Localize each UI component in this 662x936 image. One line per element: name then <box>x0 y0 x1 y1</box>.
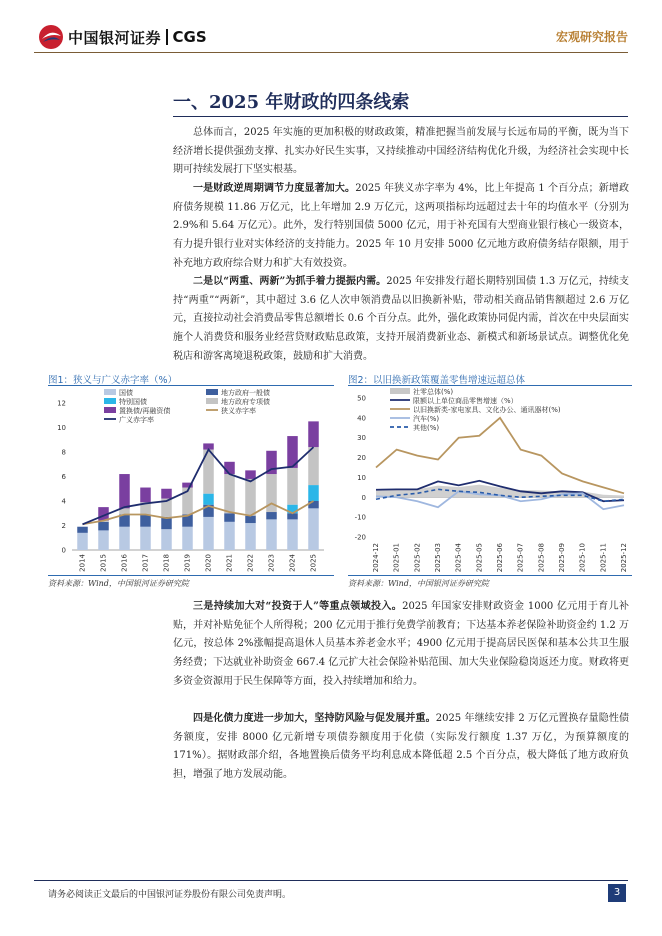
paragraph-body: 2025 年国家安排财政资金 1000 亿元用于育儿补贴，并对补贴免征个人所得税；200 亿元用于推行免费学前教育；下达基本养老保险补助资金约 1.2 万亿元，按总体 2%涨幅提高退休人员基本养老金水平；4900 亿元用于提高居民医保和基本公共卫生服务经费；下达就业补助资金 667.4 亿元扩大社会保险补贴范围、加大失业保险稳岗返还力度。财政将更多资金资源用于民生保障等方面，投入持续增加和给力。 <box>173 601 629 687</box>
x-tick-label: 2024 <box>288 554 297 572</box>
x-tick-label: 2021 <box>225 554 234 572</box>
cgs-logo-icon <box>38 24 64 50</box>
y-tick-label: 4 <box>61 497 66 506</box>
legend-label: 以旧换新类-家电家具、文化办公、通讯器材(%) <box>413 406 561 414</box>
legend-label: 特别国债 <box>119 398 147 406</box>
paragraph-lead: 四是化债力度进一步加大，坚持防风险与促发展并重。 <box>193 713 436 724</box>
bar-segment <box>203 517 214 550</box>
bar-segment <box>182 527 193 550</box>
x-tick-label: 2017 <box>141 554 150 572</box>
y-tick-label: 12 <box>57 399 66 408</box>
series-line <box>83 447 314 524</box>
legend-label: 其他(%) <box>413 424 440 432</box>
section-title: 一、2025 年财政的四条线索 <box>173 92 410 113</box>
paragraph-3 <box>173 273 629 367</box>
bar-segment <box>140 527 151 550</box>
logo-en-text: CGS <box>172 28 207 46</box>
logo-cn-text: 中国银河证券 <box>68 28 162 47</box>
figure1-title: 图1：狭义与广义赤字率（%） <box>48 375 178 386</box>
x-tick-label: 2014 <box>78 554 87 572</box>
figure1-chart <box>48 387 334 573</box>
paragraph-lead: 一是财政逆周期调节力度显著加大。 <box>193 183 356 194</box>
x-tick-label: 2025-11 <box>599 543 608 573</box>
logo-separator <box>166 29 168 45</box>
paragraph-body: 总体而言，2025 年实施的更加积极的财政政策，精准把握当前发展与长远布局的平衡，既为当下经济增长提供强劲支撑、扎实办好民生实事，又持续推动中国经济结构优化升级，为经济社会实现中长期可持续发展打下坚实根基。 <box>173 127 629 176</box>
paragraph-body: 2025 年继续安排 2 万亿元置换存量隐性债务额度，安排 8000 亿元新增专项债券额度用于化债（实际发行额度 1.37 万亿，为预算额度的 171%）。据财政部介绍，各地置换后债务平均利息成本降低超 2.5 个百分点，极大降低了地方政府负担，增强了地方发展动能。 <box>173 713 629 781</box>
legend-label: 国债 <box>119 389 133 397</box>
x-tick-label: 2024-12 <box>372 543 380 573</box>
bar-segment <box>224 474 235 513</box>
legend-label: 汽车(%) <box>413 415 440 423</box>
paragraph-lead: 二是以“两重、两新”为抓手着力提振内需。 <box>193 276 387 287</box>
y-tick-label: 8 <box>61 448 66 457</box>
bar-segment <box>119 527 130 550</box>
y-tick-label: 40 <box>357 414 366 423</box>
footer-divider <box>34 880 628 881</box>
bar-segment <box>245 470 256 479</box>
y-tick-label: -10 <box>354 513 366 522</box>
paragraph-1 <box>173 124 629 180</box>
bar-segment <box>77 533 88 550</box>
page-number: 3 <box>608 884 626 902</box>
x-tick-label: 2025-12 <box>620 543 628 573</box>
bar-segment <box>308 508 319 550</box>
x-tick-label: 2023 <box>267 554 276 572</box>
bar-segment <box>287 468 298 505</box>
bar-segment <box>245 516 256 523</box>
bar-segment <box>119 474 130 508</box>
x-tick-label: 2019 <box>183 554 192 572</box>
bar-segment <box>308 447 319 485</box>
y-tick-label: 2 <box>61 522 66 530</box>
bar-segment <box>245 479 256 516</box>
legend-label: 狭义赤字率 <box>221 407 256 415</box>
x-tick-label: 2020 <box>204 554 213 572</box>
y-tick-label: 10 <box>57 424 66 432</box>
figure2-bottom-rule <box>348 575 632 576</box>
legend-swatch <box>104 398 116 404</box>
x-tick-label: 2025-01 <box>392 543 401 573</box>
title-underline <box>173 116 628 117</box>
figure1-bottom-rule <box>48 575 334 576</box>
report-type: 宏观研究报告 <box>555 30 628 44</box>
y-tick-label: 50 <box>357 394 366 403</box>
x-tick-label: 2016 <box>120 554 129 572</box>
figure2-title: 图2：以旧换新政策覆盖零售增速远超总体 <box>348 375 526 386</box>
legend-label: 地方政府专项债 <box>221 398 270 406</box>
bar-segment <box>98 530 109 550</box>
bar-segment <box>287 519 298 550</box>
bar-segment <box>140 488 151 503</box>
x-tick-label: 2025-02 <box>413 543 422 573</box>
x-tick-label: 2025 <box>309 554 318 572</box>
legend-swatch <box>206 398 218 404</box>
bar-segment <box>224 513 235 522</box>
bar-segment <box>224 462 235 474</box>
y-tick-label: 6 <box>61 473 66 481</box>
x-tick-label: 2025-05 <box>475 543 484 573</box>
x-tick-label: 2025-10 <box>578 543 587 573</box>
x-tick-label: 2022 <box>246 554 255 572</box>
figure2-chart <box>348 387 632 573</box>
legend-label: 社零总体(%) <box>413 388 454 396</box>
x-tick-label: 2025-07 <box>516 543 525 573</box>
y-tick-label: -20 <box>354 533 366 542</box>
legend-label: 限额以上单位商品零售增速（%） <box>413 397 518 405</box>
paragraph-2 <box>173 180 629 274</box>
y-tick-label: 20 <box>357 454 366 463</box>
legend-swatch <box>104 389 116 395</box>
paragraph-body: 2025 年安排发行超长期特别国债 1.3 万亿元，持续支持“两重”“两新”，其中超过 3.6 亿人次申领消费品以旧换新补贴，带动相关商品销售额超过 2.6 万亿元，直接拉动社会消费品零售总额增长 0.6 个百分点。此外，强化政策协同促内需，首次在中央层面实施个人消费贷和服务业经营贷财政贴息政策，支持开展消费新业态、新模式和新场景试点。调整优化免税店和游客离境退税政策，鼓励和扩大消费。 <box>173 276 629 362</box>
figure1-source: 资料来源：Wind，中国银河证券研究院 <box>48 579 189 588</box>
bar-segment <box>245 523 256 550</box>
x-tick-label: 2025-04 <box>454 543 463 573</box>
bar-segment <box>266 519 277 550</box>
legend-swatch <box>206 389 218 395</box>
legend-label: 地方政府一般债 <box>221 389 270 397</box>
x-tick-label: 2025-08 <box>537 543 546 573</box>
bar-segment <box>308 421 319 447</box>
legend-label: 置换债/再融资债 <box>119 407 171 415</box>
x-tick-label: 2025-09 <box>558 543 566 573</box>
footer-disclaimer: 请务必阅读正文最后的中国银河证券股份有限公司免责声明。 <box>48 890 292 900</box>
bar-segment <box>308 485 319 501</box>
figure2-top-rule <box>348 385 632 386</box>
y-tick-label: 10 <box>357 473 366 482</box>
bar-segment <box>98 522 109 531</box>
legend-label: 广义赤字率 <box>119 416 154 424</box>
y-tick-label: 0 <box>361 493 366 502</box>
bar-segment <box>161 529 172 550</box>
figure2-source: 资料来源：Wind，中国银河证券研究院 <box>348 579 489 588</box>
bar-segment <box>161 489 172 499</box>
paragraph-body: 2025 年狭义赤字率为 4%，比上年提高 1 个百分点；新增政府债务规模 11.86 万亿元，比上年增加 2.9 万亿元，这两项指标均远超过去十年的均值水平（分别为 2.9%和 5.64 万亿元）。此外，发行特别国债 5000 亿元，用于补充国有大型商业银行核心一级资本，有力提升银行业对实体经济的支持能力。2025 年 10 月安排 5000 亿元地方政府债务结存限额，用于补充地方政府综合财力和扩大有效投资。 <box>173 183 630 269</box>
bar-segment <box>140 514 151 526</box>
x-tick-label: 2025-06 <box>496 543 504 573</box>
bar-segment <box>224 522 235 550</box>
paragraph-5 <box>173 710 629 785</box>
header-divider <box>34 52 628 53</box>
x-tick-label: 2025-03 <box>434 543 442 573</box>
legend-swatch <box>104 407 116 413</box>
bar-segment <box>266 512 277 519</box>
x-tick-label: 2015 <box>99 554 108 572</box>
paragraph-lead: 三是持续加大对“投资于人”等重点领域投入。 <box>193 601 403 612</box>
y-tick-label: 0 <box>61 546 66 555</box>
figure1-top-rule <box>48 385 334 386</box>
company-logo <box>38 24 207 50</box>
bar-segment <box>203 494 214 505</box>
x-tick-label: 2018 <box>162 554 171 572</box>
y-tick-label: 30 <box>357 434 366 443</box>
legend-swatch <box>390 388 410 394</box>
paragraph-4 <box>173 598 629 692</box>
series-line <box>83 501 314 524</box>
bar-segment <box>77 527 88 533</box>
